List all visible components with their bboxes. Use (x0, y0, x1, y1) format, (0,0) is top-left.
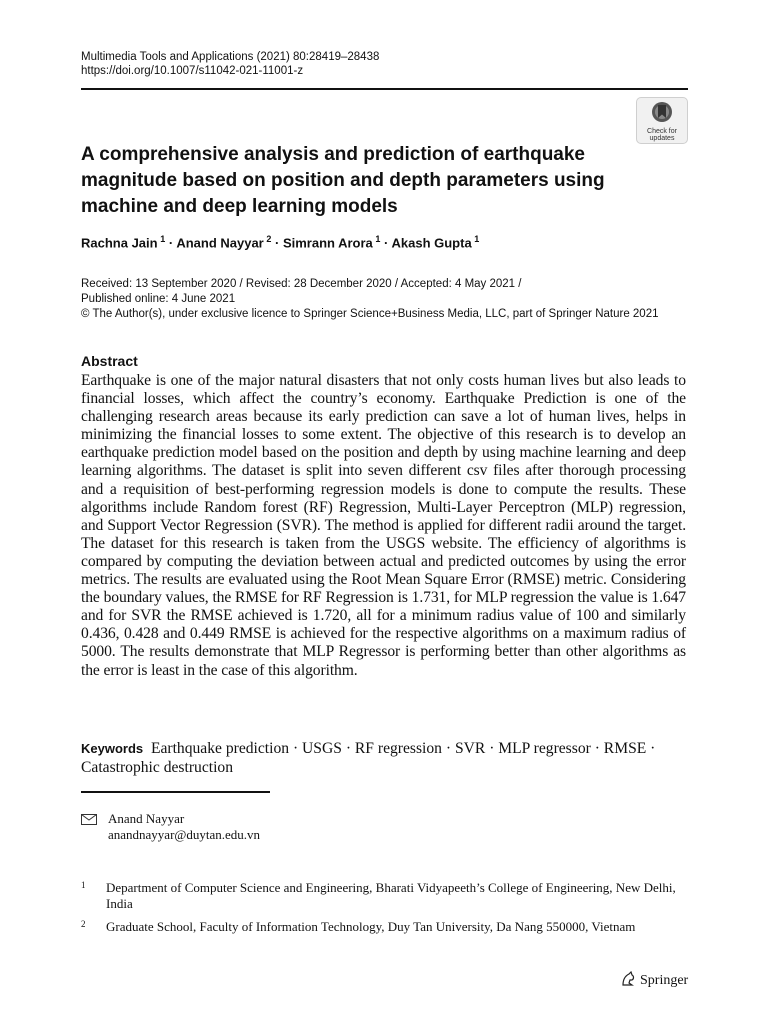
badge-line1: Check for (647, 128, 677, 135)
author-affiliation-mark: 1 (160, 234, 166, 244)
springer-horse-icon (620, 971, 636, 987)
affiliation-number: 1 (81, 880, 86, 890)
author-name[interactable]: Rachna Jain (81, 235, 158, 251)
doi-link[interactable]: https://doi.org/10.1007/s11042-021-11001-z (81, 65, 304, 77)
bookmark-ribbon-icon (649, 101, 675, 123)
corresponding-name: Anand Nayyar (108, 811, 185, 826)
author-affiliation-mark: 1 (375, 234, 381, 244)
affiliation-text: Graduate School, Faculty of Information Technology, Duy Tan University, Da Nang 550000, Vietnam (106, 919, 636, 934)
keywords-label: Keywords (81, 741, 144, 756)
author-separator: · (274, 235, 283, 251)
corresponding-author (81, 811, 260, 843)
affiliation-item (81, 919, 686, 935)
affiliation-text: Department of Computer Science and Engineering, Bharati Vidyapeeth’s College of Engineering, New Delhi, India (106, 880, 676, 911)
publication-history (81, 277, 691, 322)
badge-line2: updates (649, 135, 675, 142)
header-rule (81, 88, 688, 90)
journal-citation: Multimedia Tools and Applications (2021) 80:28419–28438 (81, 51, 380, 63)
author-separator: · (168, 235, 177, 251)
paper-title: A comprehensive analysis and prediction of earthquake magnitude based on position and depth parameters using machine and deep learning models (81, 144, 605, 217)
dates-published-line: Published online: 4 June 2021 (81, 293, 236, 305)
journal-header (81, 50, 379, 78)
copyright-notice: © The Author(s), under exclusive licence to Springer Science+Business Media, LLC, part of Springer Nature 2021 (81, 308, 659, 320)
dates-received-line: Received: 13 September 2020 / Revised: 28 December 2020 / Accepted: 4 May 2021 / (81, 278, 522, 290)
affiliation-item (81, 880, 686, 912)
springer-logo (620, 971, 688, 989)
author-list (81, 234, 479, 250)
abstract-heading: Abstract (81, 353, 138, 369)
author-name[interactable]: Simrann Arora (282, 235, 373, 251)
footnote-rule (81, 791, 270, 793)
corresponding-email[interactable]: anandnayyar@duytan.edu.vn (108, 827, 261, 842)
author-affiliation-mark: 2 (266, 234, 272, 244)
check-for-updates-badge[interactable] (636, 97, 688, 144)
abstract-text: Earthquake is one of the major natural disasters that not only costs human lives but also leads to financial losses, which affect the country’s economy. Earthquake Prediction is one of the challenging research areas because its early prediction can save a lot of human lives, helps in minimizing the financial losses to some extent. The objective of this research is to develop an earthquake prediction model based on the position and depth by using machine learning and deep learning algorithms. The dataset is split into seven different csv files after thorough processing and a requisition of best-performing regression models is done to compute the results. These algorithms include Random forest (RF) Regression, Multi-Layer Perceptron (MLP) regression, and Support Vector Regression (SVR). The method is applied for different radii around the target. The dataset for this research is taken from the USGS website. The efficiency of algorithms is compared by computing the deviation between actual and predicted outcomes by using the error metrics. The results are evaluated using the Root Mean Square Error (RMSE) metric. Considering the boundary values, the RMSE for RF Regression is 1.731, for MLP regression the value is 1.647 and for SVR the RMSE achieved is 1.720, all for a minimum radius value of 100 and similarly 0.436, 0.428 and 0.449 RMSE is achieved for the respective algorithms on a maximum radius of 5000. The results demonstrate that MLP Regressor is performing better than other algorithms as the error is least in the case of this algorithm. (81, 372, 686, 679)
envelope-icon (81, 814, 97, 825)
keywords-section (81, 739, 686, 777)
author-name[interactable]: Anand Nayyar (176, 235, 264, 251)
publisher-name: Springer (640, 973, 689, 988)
author-affiliation-mark: 1 (474, 234, 480, 244)
author-separator: · (384, 235, 392, 251)
keywords-list: Earthquake prediction · USGS · RF regression · SVR · MLP regressor · RMSE · Catastrophic destruction (81, 740, 656, 776)
affiliation-number: 2 (81, 919, 86, 929)
author-name[interactable]: Akash Gupta (391, 235, 472, 251)
